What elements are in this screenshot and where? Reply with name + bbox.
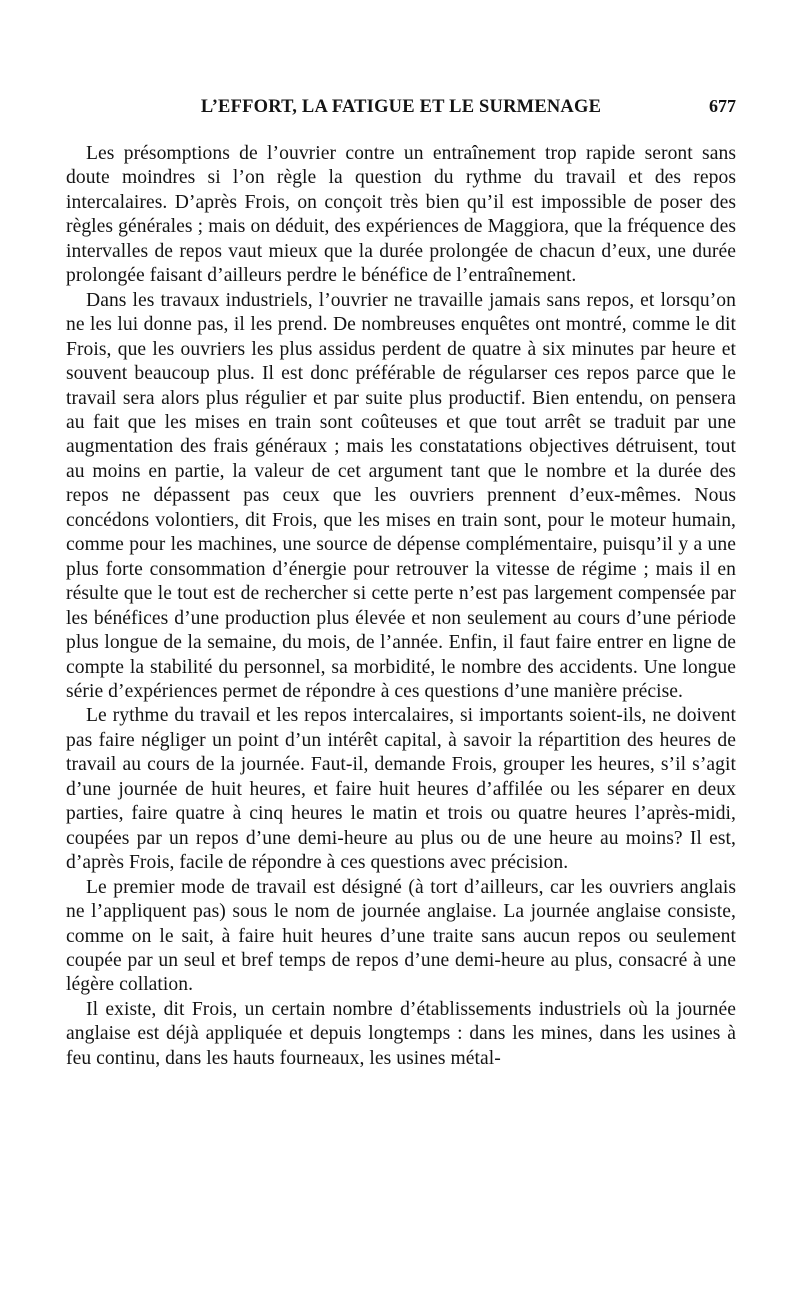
- paragraph-training-rhythm: Les présomptions de l’ouvrier contre un entraînement trop rapide seront sans doute moindres si l’on règle la question du rythme du travail et des repos intercalaires. D’après Frois, on conçoit très bien qu’il est impossible de poser des règles générales ; mais on déduit, des expériences de Maggiora, que la fréquence des intervalles de repos vaut mieux que la durée prolongée de chacun d’eux, une durée prolongée faisant d’ailleurs perdre le bénéfice de l’entraînement.: [66, 143, 736, 287]
- paragraph-establishments: Il existe, dit Frois, un certain nombre d’établissements industriels où la journée anglaise est déjà appliquée et depuis longtemps : dans les mines, dans les usines à feu continu, dans les hauts fourneaux, les usines métal-: [66, 998, 736, 1069]
- running-title: L’EFFORT, LA FATIGUE ET LE SURMENAGE: [200, 97, 602, 117]
- body-text: [66, 142, 736, 1071]
- paragraph-hours-distribution: Le rythme du travail et les repos intercalaires, si importants soient-ils, ne doivent pas faire négliger un point d’un intérêt capital, à savoir la répartition des heures de travail au cours de la journée. Faut-il, demande Frois, grouper les heures, s’il s’agit d’une journée de huit heures, et faire huit heures d’affilée ou les séparer en deux parties, faire quatre à cinq heures le matin et trois ou quatre heures l’après-midi, coupées par un repos d’une demi-heure au plus ou de une heure au moins? Il est, d’après Frois, facile de répondre à ces questions avec précision.: [66, 705, 736, 874]
- paragraph-english-day: Le premier mode de travail est désigné (à tort d’ailleurs, car les ouvriers anglais ne l’appliquent pas) sous le nom de journée anglaise. La journée anglaise consiste, comme on le sait, à faire huit heures d’une traite sans aucun repos ou seulement coupée par un seul et bref temps de repos d’une demi-heure au plus, consacré à une légère collation.: [66, 876, 736, 996]
- running-header: [66, 96, 736, 130]
- paragraph-industrial-rest: Dans les travaux industriels, l’ouvrier ne travaille jamais sans repos, et lorsqu’on ne les lui donne pas, il les prend. De nombreuses enquêtes ont montré, comme le dit Frois, que les ouvriers les plus assidus perdent de quatre à six minutes par heure et souvent beaucoup plus. Il est donc préférable de régularser ces repos parce que le travail sera alors plus régulier et par suite plus productif. Bien entendu, on pensera au fait que les mises en train sont coûteuses et que tout arrêt se traduit par une augmentation des frais généraux ; mais les constatations objectives détruisent, tout au moins en partie, la valeur de cet argument tant que le nombre et la durée des repos ne dépassent pas ceux que les ouvriers prennent d’eux-mêmes. Nous concédons volontiers, dit Frois, que les mises en train sont, pour le moteur humain, comme pour les machines, une source de dépense complémentaire, puisqu’il y a une plus forte consommation d’énergie pour retrouver la vitesse de régime ; mais il en résulte que le tout est de rechercher si cette perte n’est pas largement compensée par les bénéfices d’une production plus élevée et non seulement au cours d’une période plus longue de la semaine, du mois, de l’année. Enfin, il faut faire entrer en ligne de compte la stabilité du personnel, sa morbidité, le nombre des accidents. Une longue série d’expériences permet de répondre à ces questions d’une manière précise.: [66, 289, 736, 702]
- book-page: [66, 96, 736, 1071]
- page-number: 677: [709, 96, 736, 116]
